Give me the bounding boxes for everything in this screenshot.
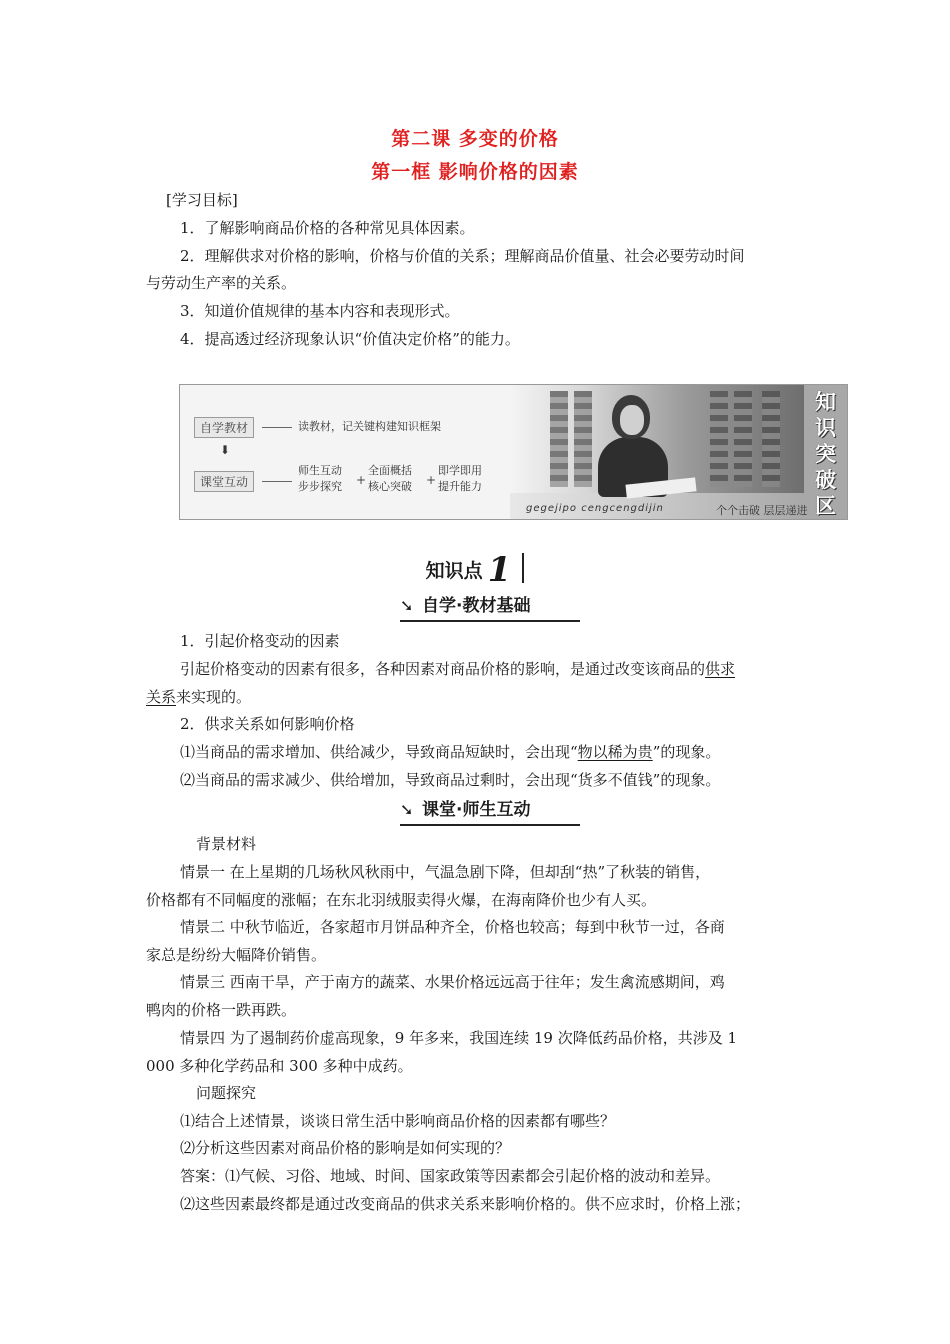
content-line: 情景一 在上星期的几场秋风秋雨中，气温急剧下降，但却刮“热”了秋装的销售， (180, 863, 711, 881)
objective-item: 2．理解供求对价格的影响，价格与价值的关系；理解商品价值量、社会必要劳动时间 (180, 247, 745, 265)
content-line: 情景二 中秋节临近，各家超市月饼品种齐全，价格也较高；每到中秋节一过，各商 (180, 918, 725, 936)
content-line: 关系来实现的。 (146, 688, 252, 706)
plus-icon: + (356, 473, 367, 487)
banner-pinyin: gegejipo cengcengdijin (526, 503, 664, 514)
bookshelf-graphic (734, 391, 752, 487)
bookshelf-graphic (762, 391, 780, 487)
step-classroom-desc-b: 全面概括 核心突破 (368, 464, 412, 493)
content-line: 2．供求关系如何影响价格 (180, 715, 355, 733)
banner-slogan: 个个击破 层层递进 (716, 504, 808, 517)
section-heading-text: 课堂·师生互动 (422, 800, 531, 820)
content-line: 鸭肉的价格一跌再跌。 (146, 1001, 297, 1019)
knowledge-point-label: 知识点 (425, 560, 483, 582)
objective-item: 3．知道价值规律的基本内容和表现形式。 (180, 302, 460, 320)
knowledge-point-heading (0, 550, 950, 590)
content-line: ⑵当商品的需求减少、供给增加，导致商品过剩时，会出现“货多不值钱”的现象。 (180, 771, 721, 789)
step-self-study: 自学教材 (194, 417, 254, 438)
banner-side-title: 知 识 突 破 区 (815, 390, 836, 518)
reader-face (620, 405, 644, 435)
section-title: 第一框 影响价格的因素 (371, 161, 579, 183)
content-line: 引起价格变动的因素有很多，各种因素对商品价格的影响，是通过改变该商品的供求 (180, 660, 736, 678)
step-classroom-desc-c: 即学即用 提升能力 (438, 464, 482, 493)
content-line: 1．引起价格变动的因素 (180, 632, 340, 650)
content-line: 背景材料 (196, 835, 257, 853)
connector-line (262, 427, 292, 428)
objective-item: 与劳动生产率的关系。 (146, 274, 297, 292)
corner-arrow-icon: ➘ (400, 800, 414, 819)
step-classroom: 课堂互动 (194, 471, 254, 492)
content-line: 000 多种化学药品和 300 多种中成药。 (146, 1057, 413, 1075)
heading-bar (522, 553, 524, 583)
objective-item: 1．了解影响商品价格的各种常见具体因素。 (180, 219, 475, 237)
content-line: ⑴当商品的需求增加、供给减少，导致商品短缺时，会出现“物以稀为贵”的现象。 (180, 743, 721, 761)
content-line: ⑵分析这些因素对商品价格的影响是如何实现的？ (180, 1139, 511, 1157)
lesson-title: 第二课 多变的价格 (391, 128, 559, 150)
bookshelf-graphic (550, 391, 568, 487)
down-arrow-icon: ⬇ (220, 443, 231, 457)
step-self-study-desc: 读教材，记关键构建知识框架 (298, 420, 441, 433)
objective-item: 4．提高透过经济现象认识“价值决定价格”的能力。 (180, 330, 520, 348)
content-line: 情景三 西南干旱，产于南方的蔬菜、水果价格远远高于往年；发生禽流感期间，鸡 (180, 973, 725, 991)
step-classroom-desc-a: 师生互动 步步探究 (298, 464, 342, 493)
banner-photo (510, 385, 804, 519)
content-line: ⑴结合上述情景，谈谈日常生活中影响商品价格的因素都有哪些？ (180, 1112, 616, 1130)
knowledge-breakthrough-banner (179, 384, 848, 520)
objectives-heading: [学习目标] (166, 191, 238, 209)
banner-side-panel (804, 385, 847, 519)
content-line: 情景四 为了遏制药价虚高现象，9 年多来，我国连续 19 次降低药品价格，共涉及 1 (180, 1029, 738, 1047)
knowledge-point-number: 1 (487, 550, 512, 590)
connector-line (262, 481, 292, 482)
content-line: ⑵这些因素最终都是通过改变商品的供求关系来影响价格的。供不应求时，价格上涨； (180, 1195, 751, 1213)
underlined-answer: 关系 (146, 688, 177, 706)
bookshelf-graphic (710, 391, 728, 487)
plus-icon: + (426, 473, 437, 487)
section-heading-text: 自学·教材基础 (422, 596, 531, 616)
content-line: 家总是纷纷大幅降价销售。 (146, 946, 327, 964)
content-line: 答案：⑴气候、习俗、地域、时间、国家政策等因素都会引起价格的波动和差异。 (180, 1167, 721, 1185)
underlined-answer: 供求 (705, 660, 736, 678)
content-line: 问题探究 (196, 1084, 257, 1102)
corner-arrow-icon: ➘ (400, 596, 414, 615)
underlined-answer: 物以稀为贵 (577, 743, 653, 761)
bookshelf-graphic (574, 391, 592, 487)
section-heading-self-study (400, 594, 580, 622)
section-heading-classroom (400, 798, 580, 826)
content-line: 价格都有不同幅度的涨幅；在东北羽绒服卖得火爆，在海南降价也少有人买。 (146, 891, 657, 909)
